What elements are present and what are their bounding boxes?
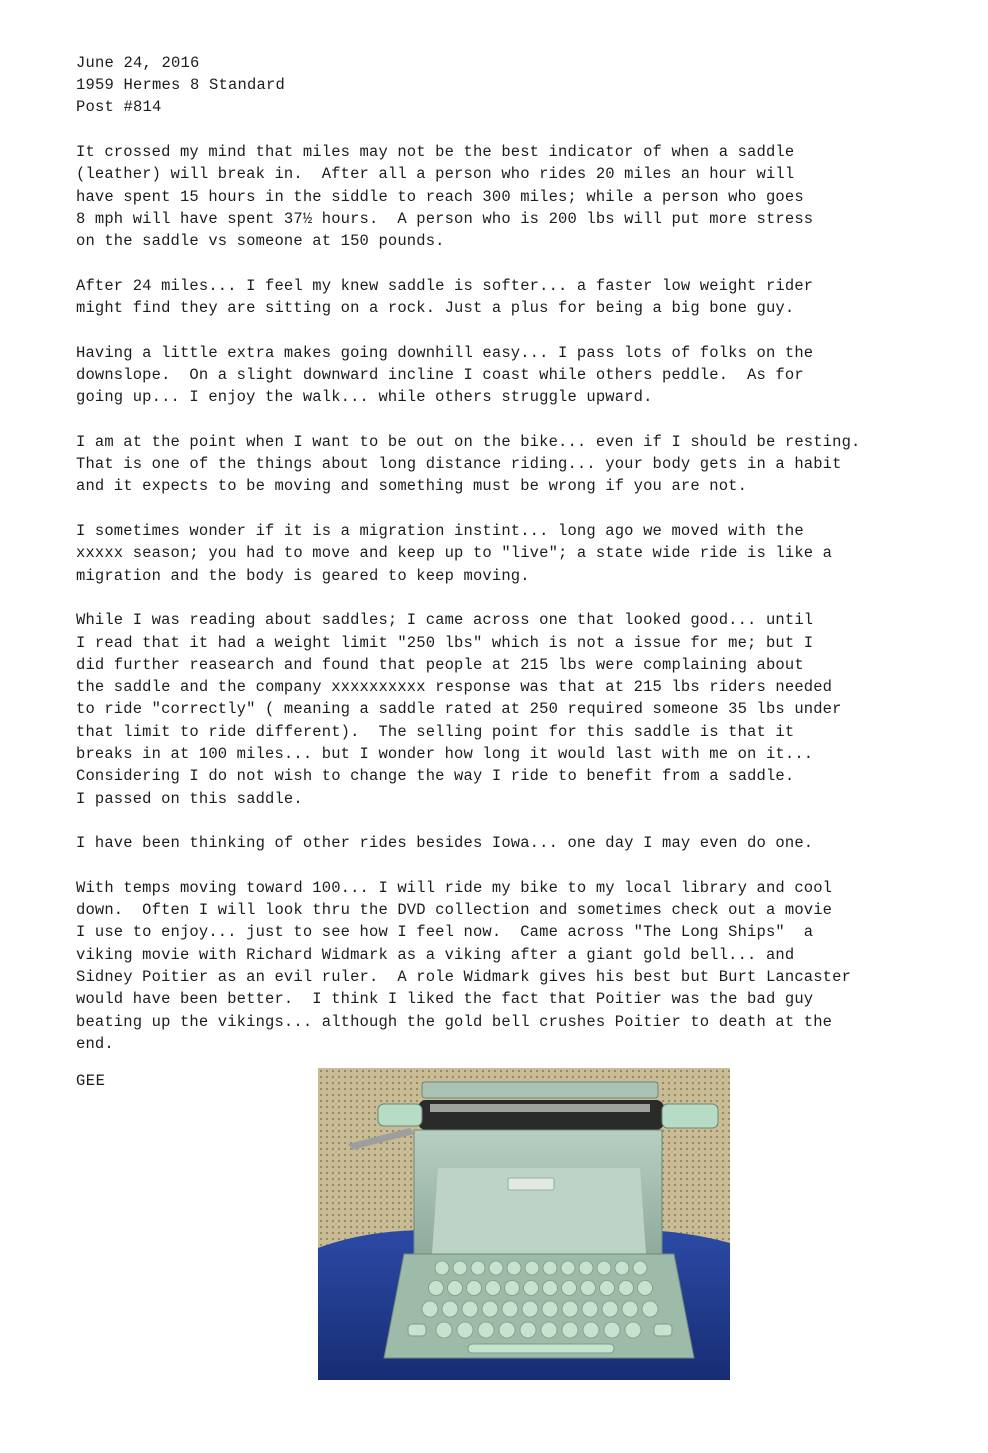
text-line: I use to enjoy... just to see how I feel now. Came across "The Long Ships" a	[76, 923, 814, 942]
text-line: might find they are sitting on a rock. Just a plus for being a big bone guy.	[76, 299, 795, 318]
letter-date: June 24, 2016	[76, 54, 200, 72]
text-line: did further reasearch and found that people at 215 lbs were complaining about	[76, 655, 804, 674]
paragraph	[76, 141, 936, 252]
text-line: With temps moving toward 100... I will ride my bike to my local library and cool	[76, 878, 833, 897]
text-line: and it expects to be moving and something must be wrong if you are not.	[76, 477, 748, 496]
text-line: beating up the vikings... although the gold bell crushes Poitier to death at the	[76, 1012, 833, 1031]
shift-key-left	[408, 1324, 426, 1336]
text-line: end.	[76, 1034, 114, 1053]
text-line: (leather) will break in. After all a person who rides 20 miles an hour will	[76, 165, 795, 184]
text-line: I passed on this saddle.	[76, 789, 303, 808]
text-line: going up... I enjoy the walk... while others struggle upward.	[76, 388, 653, 407]
paragraph	[76, 342, 936, 409]
text-line: While I was reading about saddles; I came across one that looked good... until	[76, 611, 814, 630]
typewriter-image	[318, 1068, 730, 1380]
shift-key-right	[654, 1324, 672, 1336]
paragraph	[76, 431, 936, 498]
text-line: Having a little extra makes going downhill easy... I pass lots of folks on the	[76, 343, 814, 362]
text-line: Sidney Poitier as an evil ruler. A role Widmark gives his best but Burt Lancaster	[76, 967, 852, 986]
text-line: the saddle and the company xxxxxxxxxx response was that at 215 lbs riders needed	[76, 678, 833, 697]
text-line: would have been better. I think I liked the fact that Poitier was the bad guy	[76, 990, 814, 1009]
letter-body	[76, 141, 936, 1077]
paragraph	[76, 520, 936, 587]
typewriter-photo	[318, 1068, 730, 1380]
letter-header	[76, 52, 285, 118]
text-line: Considering I do not wish to change the way I ride to benefit from a saddle.	[76, 767, 795, 786]
text-line: to ride "correctly" ( meaning a saddle rated at 250 required someone 35 lbs under	[76, 700, 842, 719]
text-line: on the saddle vs someone at 150 pounds.	[76, 232, 445, 251]
text-line: It crossed my mind that miles may not be the best indicator of when a saddle	[76, 143, 795, 161]
text-line: That is one of the things about long distance riding... your body gets in a habit	[76, 455, 842, 474]
text-line: After 24 miles... I feel my knew saddle is softer... a faster low weight rider	[76, 276, 814, 295]
space-bar	[468, 1344, 614, 1353]
text-line: I read that it had a weight limit "250 lbs" which is not a issue for me; but I	[76, 633, 814, 652]
paragraph	[76, 609, 936, 810]
signature: GEE	[76, 1072, 106, 1090]
paragraph	[76, 832, 936, 854]
text-line: I am at the point when I want to be out on the bike... even if I should be resting.	[76, 432, 861, 451]
text-line: breaks in at 100 miles... but I wonder how long it would last with me on it...	[76, 745, 814, 764]
text-line: xxxxx season; you had to move and keep up to "live"; a state wide ride is like a	[76, 544, 833, 563]
carriage-top	[422, 1082, 658, 1098]
post-number: Post #814	[76, 98, 162, 116]
typewriter-model: 1959 Hermes 8 Standard	[76, 76, 286, 94]
paper-guide	[430, 1104, 650, 1112]
text-line: viking movie with Richard Widmark as a viking after a giant gold bell... and	[76, 945, 795, 964]
text-line: downslope. On a slight downward incline I coast while others peddle. As for	[76, 365, 804, 384]
left-knob	[378, 1104, 422, 1126]
paragraph	[76, 275, 936, 320]
text-line: 8 mph will have spent 37½ hours. A person who is 200 lbs will put more stress	[76, 209, 814, 228]
text-line: I sometimes wonder if it is a migration instint... long ago we moved with the	[76, 522, 804, 541]
right-knob	[662, 1104, 718, 1128]
text-line: that limit to ride different). The selling point for this saddle is that it	[76, 722, 795, 741]
text-line: I have been thinking of other rides besides Iowa... one day I may even do one.	[76, 834, 814, 853]
brand-badge	[508, 1178, 554, 1190]
text-line: down. Often I will look thru the DVD collection and sometimes check out a movie	[76, 901, 833, 920]
text-line: have spent 15 hours in the siddle to reach 300 miles; while a person who goes	[76, 187, 804, 206]
text-line: migration and the body is geared to keep moving.	[76, 566, 530, 585]
paragraph	[76, 877, 936, 1055]
